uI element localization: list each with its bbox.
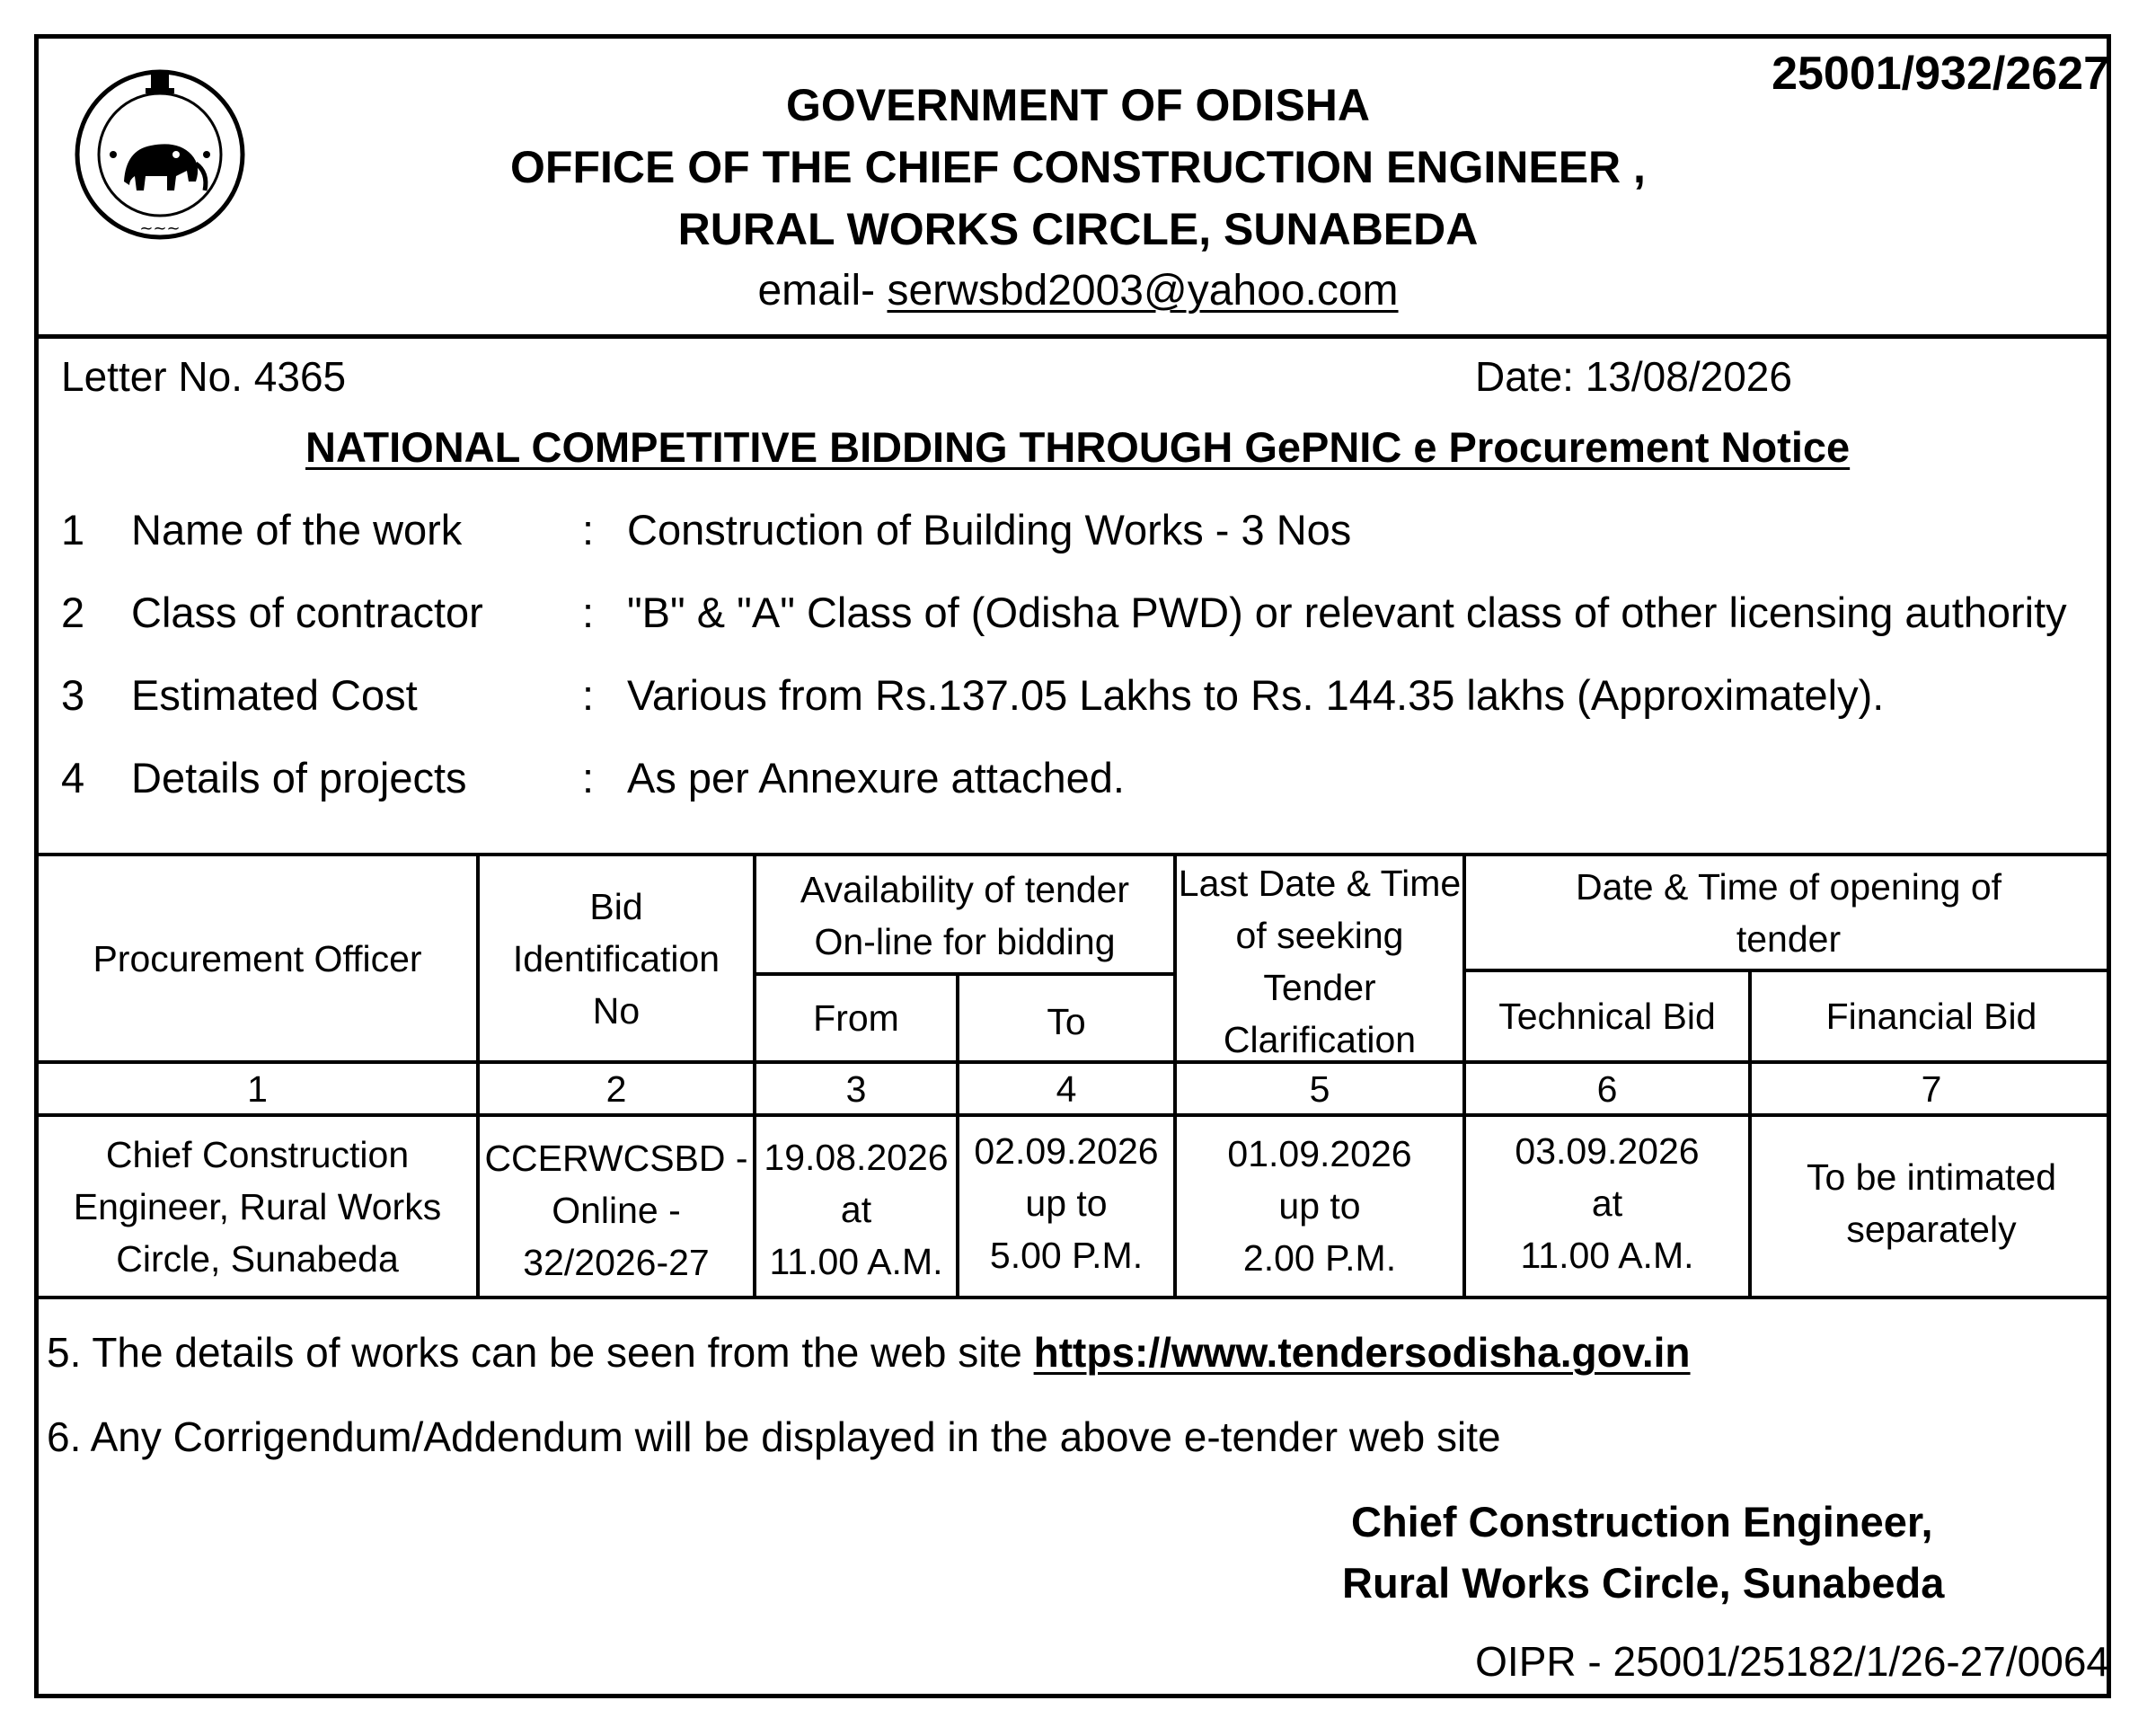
cell-line: Engineer, Rural Works	[73, 1185, 442, 1227]
item-label: Name of the work	[131, 506, 463, 554]
col-number: 2	[605, 1067, 627, 1110]
header-email-line	[0, 266, 2156, 315]
cell-line: Circle, Sunabeda	[116, 1237, 399, 1280]
item-number: 1	[61, 506, 85, 554]
header-bid-identification	[480, 856, 753, 1060]
item-value: "B" & "A" Class of (Odisha PWD) or relevant class of other licensing authority	[627, 589, 2067, 636]
tender-website-link[interactable]: https://www.tendersodisha.gov.in	[1033, 1329, 1691, 1376]
cell-to	[959, 1117, 1173, 1289]
header-last-line: Clarification	[1223, 1019, 1417, 1060]
header-to: To	[1047, 1001, 1086, 1042]
oipr-number: OIPR - 25001/25182/1/26-27/0064	[1475, 1638, 2109, 1685]
cell-financial-bid	[1752, 1117, 2111, 1289]
item-separator: :	[582, 589, 595, 636]
signature-line-2: Rural Works Circle, Sunabeda	[1342, 1559, 1945, 1607]
cell-line: up to	[1025, 1182, 1108, 1224]
cell-line: at	[1591, 1182, 1623, 1224]
header-avail-line: On-line for bidding	[814, 920, 1116, 962]
item-separator: :	[582, 754, 595, 802]
header-opening-line: Date & Time of opening of	[1575, 865, 2002, 908]
header-availability	[756, 858, 1173, 972]
header-opening	[1466, 856, 2111, 969]
header-bid-line: Bid	[589, 885, 643, 927]
header-divider	[39, 334, 2111, 339]
item-separator: :	[582, 506, 595, 554]
col-number: 7	[1921, 1067, 1942, 1110]
cell-line: To be intimated	[1806, 1156, 2057, 1198]
cell-line: 03.09.2026	[1515, 1130, 1700, 1172]
cell-line: 02.09.2026	[974, 1130, 1159, 1172]
item-label: Class of contractor	[131, 589, 483, 636]
item-number: 2	[61, 589, 85, 636]
col-number: 1	[247, 1067, 268, 1110]
cell-from	[756, 1123, 956, 1296]
item-label: Estimated Cost	[131, 671, 418, 719]
item-number: 4	[61, 754, 85, 802]
header-line-3: RURAL WORKS CIRCLE, SUNABEDA	[677, 204, 1479, 254]
col-number: 6	[1596, 1067, 1618, 1110]
cell-last-date	[1177, 1120, 1462, 1292]
cell-line: 32/2026-27	[523, 1242, 710, 1283]
header-last-line: of seeking Tender	[1235, 915, 1404, 1008]
header-last-date	[1177, 863, 1462, 1060]
item-separator: :	[582, 671, 595, 719]
reference-number: 25001/932/2627	[1772, 48, 2109, 100]
cell-bid-id	[480, 1125, 753, 1296]
cell-line: 11.00 A.M.	[1520, 1235, 1694, 1276]
cell-procurement-officer	[39, 1117, 476, 1296]
header-line-1: GOVERNMENT OF ODISHA	[785, 80, 1371, 130]
cell-line: Online -	[552, 1190, 681, 1231]
cell-line: 5.00 P.M.	[989, 1235, 1144, 1276]
svg-text:~~~: ~~~	[139, 219, 181, 238]
note-5	[47, 1328, 1691, 1377]
header-financial-bid: Financial Bid	[1825, 996, 2037, 1037]
email-link[interactable]: serwsbd2003@yahoo.com	[887, 267, 1399, 314]
header-bid-line: Identification	[512, 937, 720, 979]
cell-line: 2.00 P.M.	[1242, 1237, 1397, 1279]
col-number: 3	[845, 1067, 867, 1110]
cell-line: 19.08.2026	[764, 1137, 949, 1178]
header-technical-bid: Technical Bid	[1498, 996, 1716, 1037]
item-label: Details of projects	[131, 754, 467, 802]
col-number: 4	[1056, 1067, 1077, 1110]
item-value: Various from Rs.137.05 Lakhs to Rs. 144.35 lakhs (Approximately).	[627, 671, 1885, 719]
cell-line: at	[840, 1189, 872, 1230]
cell-line: 11.00 A.M.	[769, 1241, 943, 1282]
item-value: Construction of Building Works - 3 Nos	[627, 506, 1352, 554]
letter-number: Letter No. 4365	[61, 353, 347, 400]
header-bid-line: No	[592, 989, 641, 1032]
cell-line: CCERWCSBD -	[484, 1138, 748, 1179]
header-line-2: OFFICE OF THE CHIEF CONSTRUCTION ENGINEER ,	[510, 142, 1646, 192]
signature-line-1: Chief Construction Engineer,	[1351, 1498, 1933, 1546]
cell-line: up to	[1278, 1185, 1361, 1227]
header-procurement-officer: Procurement Officer	[93, 937, 422, 979]
header-opening-line: tender	[1736, 917, 1842, 960]
col-number: 5	[1309, 1067, 1330, 1110]
cell-line: Chief Construction	[105, 1133, 410, 1175]
note-5-text: 5. The details of works can be seen from the web site	[47, 1329, 1034, 1376]
cell-technical-bid	[1466, 1117, 1748, 1289]
notice-title: NATIONAL COMPETITIVE BIDDING THROUGH GePNIC e Procurement Notice	[305, 423, 1851, 471]
cell-line: separately	[1846, 1209, 2017, 1250]
header-last-line: Last Date & Time	[1178, 863, 1462, 904]
item-value: As per Annexure attached.	[627, 754, 1125, 802]
header-from: From	[813, 997, 899, 1039]
cell-line: 01.09.2026	[1227, 1133, 1412, 1174]
table-bottom-border	[39, 1296, 2111, 1299]
note-6: 6. Any Corrigendum/Addendum will be displayed in the above e-tender web site	[47, 1413, 1501, 1460]
item-number: 3	[61, 671, 85, 719]
letter-date: Date: 13/08/2026	[1475, 353, 1792, 400]
email-prefix: email-	[757, 267, 888, 314]
header-avail-line: Availability of tender	[800, 868, 1130, 910]
